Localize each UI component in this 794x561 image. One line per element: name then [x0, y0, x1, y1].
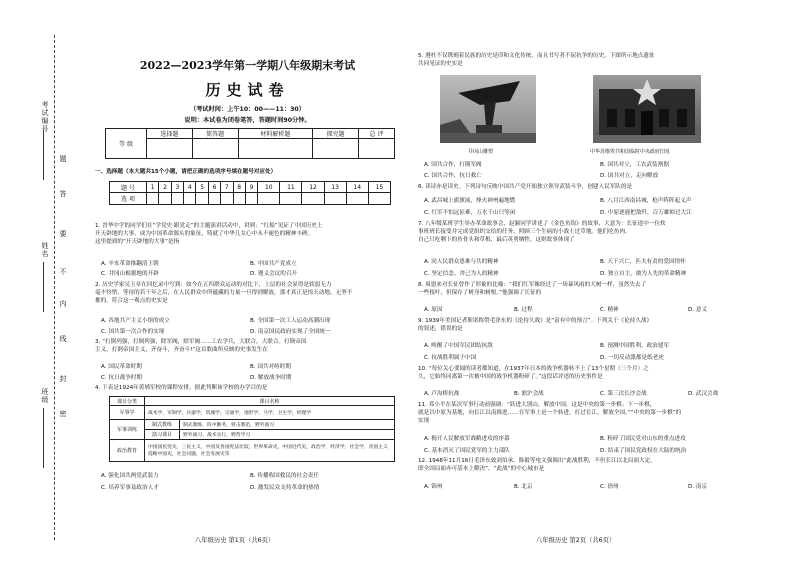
score-col-total: 总 评	[359, 129, 395, 139]
answer-grid-number: 15	[368, 182, 390, 193]
name-line	[43, 262, 44, 312]
answer-grid-cell[interactable]	[233, 193, 245, 205]
q12-line: 即全国局面亦可基本上解决”。“此战”的中心城市是	[418, 466, 545, 473]
right-page-footer: 八年级历史 第2页（共6页）	[536, 537, 616, 544]
q8-option-c[interactable]: C. 精神	[600, 307, 619, 313]
answer-grid-number: 1	[147, 182, 159, 193]
q12-option-b[interactable]: B. 北京	[514, 484, 533, 490]
answer-grid-number: 4	[184, 182, 196, 193]
photo-caption-2: 中华苏维埃共和国临时中央政府旧址	[590, 149, 671, 155]
q11-line: 11. 邓小平在某次军事行动前强调：“跃进大别山，解放中国，这是中央的第一步棋；下一步棋，	[418, 402, 656, 408]
answer-grid-number: 2	[159, 182, 171, 193]
q7-option-d[interactable]: D. 独立自主，敢为人先的革命精神	[600, 271, 687, 277]
q12-option-a[interactable]: A. 锦州	[424, 484, 443, 490]
q4-line: 4. 下表是1924年黄埔军校的课程安排，据此判断该学校的办学目的是	[95, 385, 268, 391]
q4-cat-politics: 政治教育	[110, 440, 145, 462]
q4-option-a[interactable]: A. 强化国共两党武装力	[101, 473, 159, 479]
score-table	[105, 128, 395, 159]
q4-option-c[interactable]: C. 培养军事及政治人才	[101, 485, 159, 491]
q4-option-d[interactable]: D. 激发民众支持革命的热情	[250, 485, 320, 491]
q6-line: 6. 读诗亦是读史。下列诗句反映中国共产党开始独立领导武装斗争，创建人民军队的是	[418, 184, 633, 190]
score-row-label: 等 级	[106, 129, 147, 159]
q9-option-d[interactable]: D. 一切反动派都是纸老虎	[600, 355, 664, 361]
q3-line: 3. “打倒列强，打倒列强，除军阀，除军阀……工农学兵，大联合，大联合。打倒帝国	[95, 339, 307, 345]
answer-grid-cell[interactable]	[324, 193, 346, 205]
q9-line: 9. 1939年美国记者斯诺称赞毛泽东的《论持久战》是“富有中的预言”。下列关于《论持久战》	[418, 318, 653, 324]
answer-grid-cell[interactable]	[258, 193, 280, 205]
q10-option-b[interactable]: B. 淞沪会战	[514, 391, 544, 397]
question-10	[418, 365, 780, 381]
score-cell[interactable]	[147, 139, 193, 159]
q3-option-b[interactable]: B. 国共对峙时期	[250, 364, 291, 370]
q8-line: 一些枝叶，但保存了树身和树根。”他强调了长征的	[418, 290, 542, 297]
q9-line: 的叙述，错误的是	[418, 326, 463, 333]
q3-option-a[interactable]: A. 国民革命时期	[101, 364, 142, 370]
q3-option-d[interactable]: D. 解放战争时期	[250, 375, 292, 381]
answer-grid-cell[interactable]	[221, 193, 233, 205]
exam-note: 说明：本试卷为闭卷笔答，答题时间90分钟。	[184, 117, 311, 124]
seal-char: 内	[59, 300, 67, 308]
q9-option-b[interactable]: B. 预测中国胜利，政治建军	[600, 343, 669, 349]
answer-grid-cell[interactable]	[346, 193, 368, 205]
q6-option-a[interactable]: A. 武昌城上旗旗展，烽火神州遍地燃	[424, 198, 516, 204]
q2-option-a[interactable]: A. 各地共产主义小组的成立	[101, 318, 170, 324]
score-cell[interactable]	[192, 139, 238, 159]
question-9	[418, 317, 780, 333]
q8-option-b[interactable]: B. 过程	[514, 307, 533, 313]
answer-grid	[109, 181, 391, 205]
q10-option-d[interactable]: D. 武汉会战	[688, 391, 719, 397]
question-3	[95, 338, 400, 354]
question-4	[95, 384, 400, 392]
q1-option-b[interactable]: B. 中国共产党成立	[250, 261, 297, 267]
q1-line: 这里提到的“开天辟地的大事”是指	[95, 239, 180, 246]
answer-grid-cell[interactable]	[184, 193, 196, 205]
question-12	[418, 457, 780, 473]
answer-grid-number-label: 题 号	[110, 182, 147, 193]
answer-grid-number: 10	[258, 182, 280, 193]
q4-sub-exercise: 演习课目	[145, 430, 180, 440]
question-2	[95, 281, 400, 306]
exam-number-label: 考试编号	[41, 101, 49, 133]
answer-grid-cell[interactable]	[245, 193, 257, 205]
answer-grid-number: 9	[245, 182, 257, 193]
answer-grid-number: 6	[208, 182, 220, 193]
score-cell[interactable]	[238, 139, 313, 159]
class-label: 班级	[41, 388, 49, 404]
q2-line: 2. 历史学家吴玉章在回忆录中写到：如今在五四群众运动的对比下，上层的社会显得是软弱无力	[95, 282, 332, 288]
q5-option-d[interactable]: D. 国共对立，走向解放	[600, 173, 659, 179]
q3-line: 主义，打倒帝国主义，齐奋斗，齐奋斗!”这首歌曲所反映的史事发生在	[95, 347, 268, 354]
q3-option-c[interactable]: C. 抗日战争时期	[101, 375, 143, 381]
q7-line: 事班班长接受并完成党组织交给的任务，照顾三个生病的小战士过草地。他们吃鱼肉，	[418, 229, 631, 236]
jinggangshan-sculpture-photo	[440, 75, 536, 143]
photo-caption-1: 井冈山雕塑	[468, 149, 494, 155]
q11-line: 就是以中原为基地，向长江以南推进……在军事上是一个转进，打过长江，解放全国。”“中央的第一步棋”的	[418, 410, 682, 417]
q7-option-c[interactable]: C. 坚定信念、舍己为人的精神	[424, 271, 499, 277]
q7-option-a[interactable]: A. 同人民群众患难与共的精神	[424, 259, 499, 265]
seal-char: 要	[59, 230, 67, 238]
seal-char: 答	[59, 190, 67, 198]
soviet-government-site-photo	[593, 75, 701, 143]
q1-line: 1. 晋华中学的同学们在“学党史·跟党走”的主题演讲活动中，讲到：“红船”见证了中国历史上	[95, 223, 323, 229]
exam-time: （考试时间：上午10：00——11：30）	[190, 106, 305, 113]
building-illustration	[593, 75, 701, 143]
question-1	[95, 222, 400, 247]
q5-option-c[interactable]: C. 国共合作，抗日救亡	[424, 173, 482, 179]
q8-option-d[interactable]: D. 意义	[688, 307, 708, 313]
q2-option-d[interactable]: D. 南京国民政府实现了全国统一	[250, 329, 331, 335]
q5-line: 共同见证的史实是	[418, 61, 463, 68]
subject-title: 历史试卷	[205, 81, 290, 99]
q4-items-politics: 中国国民党史，三民主义，中国及各国宪法比较，世界革命史，中国近代史，政治学，经济学，社会学，帝国主义侵略中国史，社会问题，社会发展史等	[145, 440, 395, 462]
answer-grid-cell[interactable]	[368, 193, 390, 205]
q10-line: 久，它始终同离第一次被中国的战争机器粉碎了。”这段话评述的历史事件是	[418, 374, 603, 381]
answer-grid-cell[interactable]	[208, 193, 220, 205]
question-6	[418, 183, 780, 191]
q1-option-d[interactable]: D. 遵义会议的召开	[250, 271, 298, 277]
score-col-explore: 探究题	[313, 129, 359, 139]
q10-option-c[interactable]: C. 第三次长沙会战	[600, 391, 647, 397]
left-page-footer: 八年级历史 第1页（共6页）	[195, 537, 275, 544]
q7-option-b[interactable]: B. 天下兴亡，匹夫有责的爱国情怀	[600, 259, 686, 265]
q6-option-b[interactable]: B. 八月江西南昌城，枪声阵阵起义声	[600, 198, 692, 204]
answer-grid-option-label: 选 项	[110, 193, 147, 205]
answer-grid-cell[interactable]	[302, 193, 324, 205]
question-11	[418, 401, 780, 426]
q4-cat-training: 军事训练	[110, 420, 145, 440]
answer-grid-number: 13	[324, 182, 346, 193]
q2-line: 摧的。符合这一观点的史实是	[95, 298, 168, 305]
q4-items-exercise: 野外演习，战术实行，野营学习	[180, 430, 395, 440]
q11-option-a[interactable]: A. 揭开人民解放军战略进攻的序幕	[424, 436, 510, 442]
answer-grid-number: 3	[171, 182, 183, 193]
q9-option-a[interactable]: A. 唤醒了中国军民团结抗敌	[424, 343, 493, 349]
q5-option-a[interactable]: A. 国共合作，打倒军阀	[424, 162, 482, 168]
question-7	[418, 220, 780, 245]
answer-grid-number: 12	[302, 182, 324, 193]
left-column	[95, 0, 400, 561]
binding-strip	[0, 0, 88, 561]
q1-line: 开天辟地的大事，成为中国革命源头的象征，铸就了中华儿女心中永不褪色的精神丰碑。	[95, 231, 314, 238]
class-line	[43, 408, 44, 468]
q12-option-c[interactable]: C. 徐州	[600, 484, 619, 490]
q7-line: 7. 八年级某班学生举办革命故事会，赵颖同学讲述了《金色鱼钩》的故事，大意为：长征途中一位炊	[418, 221, 666, 227]
answer-grid-cell[interactable]	[147, 193, 159, 205]
exam-title: 2022—2023学年第一学期八年级期末考试	[139, 59, 356, 72]
q9-option-c[interactable]: C. 抗战胜利属于中国	[424, 355, 477, 361]
q6-option-c[interactable]: C. 红军不怕远征难，万水千山只等闲	[424, 210, 516, 216]
q12-option-d[interactable]: D. 南京	[688, 484, 708, 490]
q4-items-drill: 制式教练，阵中勤务，射击教范，野外演习	[180, 420, 395, 430]
q1-option-c[interactable]: C. 井冈山根据地的开辟	[101, 271, 159, 277]
seal-char: 封	[59, 375, 67, 383]
q4-items-military: 战术学，军制学，兵器学，筑城学，交通学，地形学，马学，卫生学，经理学	[145, 406, 395, 420]
question-8	[418, 281, 780, 297]
score-col-material: 材料解析题	[238, 129, 313, 139]
q11-line: 实现	[418, 418, 430, 425]
q4-head-name: 课目名称	[145, 397, 395, 406]
q4-sub-drill: 制式教练	[145, 420, 180, 430]
q10-option-a[interactable]: A. 卢沟桥抗战	[424, 391, 460, 397]
answer-grid-cell[interactable]	[171, 193, 183, 205]
sculpture-illustration	[440, 75, 536, 143]
q4-cat-military: 军事学	[110, 406, 145, 420]
q11-option-d[interactable]: D. 结束了国民党政权在大陆的统治	[600, 448, 687, 454]
q5-line: 5. 遵杜不仅镌刻着民族的历史是印和文化传统，而且书写者不屈抗争的历史。下图所示地点遗址	[418, 53, 655, 59]
q2-option-c[interactable]: C. 国共第一次合作的实现	[101, 329, 165, 335]
answer-grid-number: 14	[346, 182, 368, 193]
answer-grid-cell[interactable]	[196, 193, 208, 205]
score-col-short: 简答题	[192, 129, 238, 139]
q4-option-b[interactable]: B. 传播收国救民的社会责任	[250, 473, 319, 479]
q6-option-d[interactable]: D. 中原逐鹿把敌歼，百万雄师过大江	[600, 210, 692, 216]
answer-grid-number: 5	[196, 182, 208, 193]
answer-grid-number: 7	[221, 182, 233, 193]
score-cell[interactable]	[313, 139, 359, 159]
score-cell[interactable]	[359, 139, 395, 159]
seal-dashed-line	[54, 35, 55, 540]
q11-option-b[interactable]: B. 粉碎了国民党对山东的重点进攻	[600, 436, 686, 442]
name-label: 姓名	[41, 242, 49, 258]
q4-course-table	[109, 396, 395, 462]
q1-option-a[interactable]: A. 辛亥革命推翻清王朝	[101, 261, 159, 267]
answer-grid-number: 8	[233, 182, 245, 193]
q12-line: 12. 1948年11月16日毛泽东致刘伯承、陈毅等电文强调出“此战胜利，不但长江以北局面大定，	[418, 458, 656, 464]
answer-grid-cell[interactable]	[159, 193, 171, 205]
seal-char: 题	[59, 155, 67, 163]
answer-grid-cell[interactable]	[280, 193, 302, 205]
answer-grid-number: 11	[280, 182, 302, 193]
seal-char: 不	[59, 268, 67, 276]
seal-char: 密	[59, 410, 67, 418]
q7-line: 自己只吃剩下的鱼骨头和草根，最后英勇牺牲。这则故事体现了	[418, 237, 575, 244]
q11-option-c[interactable]: C. 基本消灭了国民党军的主力部队	[424, 448, 510, 454]
q5-option-b[interactable]: B. 国共对立，工农武装割据	[600, 162, 669, 168]
section-one-heading: 一、选择题（本大题共15个小题，请把正确的选项序号填在题号对应处）	[95, 169, 277, 175]
question-5	[418, 52, 780, 68]
seal-char: 线	[59, 335, 67, 343]
exam-number-line	[43, 130, 44, 180]
q8-line: 8. 周恩来对长征曾作了形象的比喻：“我们红军像经过了一场暴风雨的大树一样，虽然失去了	[418, 282, 647, 288]
q8-option-a[interactable]: A. 原因	[424, 307, 443, 313]
q2-option-b[interactable]: B. 全国第一次工人运动高潮出现	[250, 318, 331, 324]
right-column	[418, 0, 780, 561]
score-col-choice: 选择题	[147, 129, 193, 139]
q10-line: 10. “每位关心要闻的读者都知道，在1937年日本的战争机器转不上了13个星期（三个月）之	[418, 366, 649, 372]
q2-line: 毫不怜惜，等待的若干年之后，在人民群众中所蕴藏的力量一旦得到解放，那才真正是惊天动地、无坚不	[95, 290, 353, 297]
q4-head-category: 课目分类	[110, 397, 145, 406]
